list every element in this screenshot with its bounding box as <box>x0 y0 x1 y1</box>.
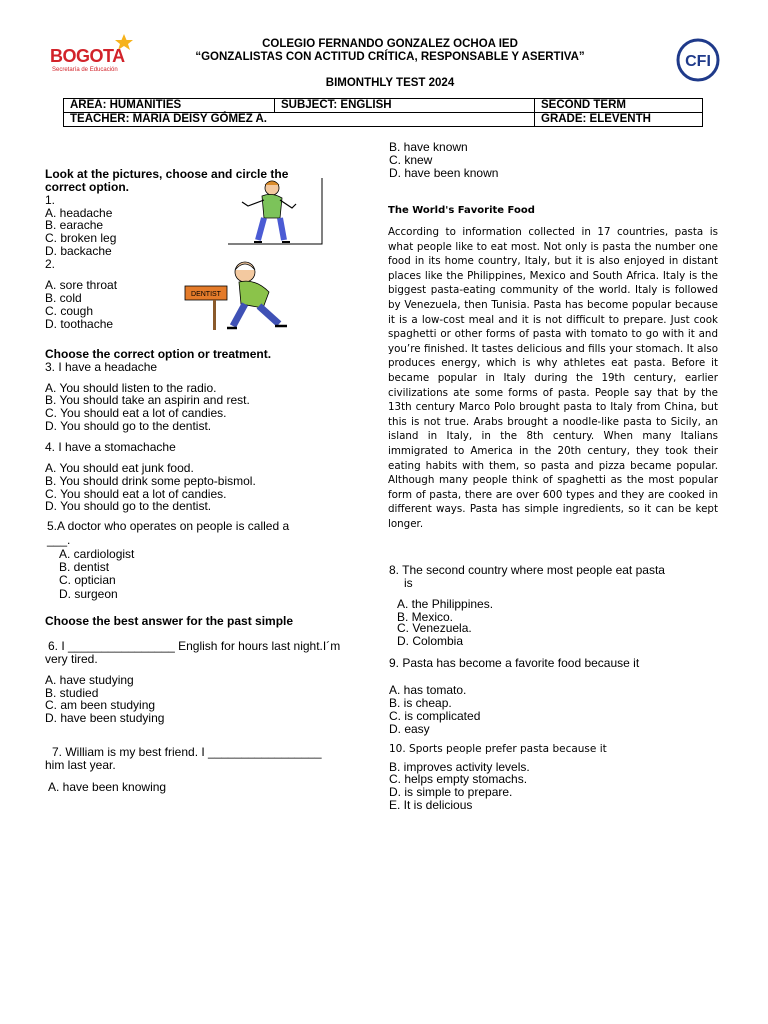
q4-option: D. You should go to the dentist. <box>45 499 212 513</box>
backache-picture <box>226 176 324 248</box>
school-motto: “GONZALISTAS CON ACTITUD CRÍTICA, RESPONSABLE Y ASERTIVA” <box>195 51 585 63</box>
q2-option: D. toothache <box>45 317 114 331</box>
q7-stem-continued: him last year. <box>45 758 116 772</box>
term-cell: SECOND TERM <box>535 99 703 113</box>
q7-option: D. have been known <box>389 166 499 180</box>
q2-option: A. sore throat <box>45 278 118 292</box>
info-table <box>63 98 703 127</box>
q1-option: D. backache <box>45 244 112 258</box>
q10-option: B. improves activity levels. <box>389 760 530 774</box>
q4-option: B. You should drink some pepto-bismol. <box>45 474 256 488</box>
q3-stem: 3. I have a headache <box>45 360 158 374</box>
q7-stem: 7. William is my best friend. I _________________ <box>52 745 322 759</box>
q5-option: A. cardiologist <box>59 547 135 561</box>
reading-passage: According to information collected in 17 countries, pasta is what people like to eat most. Not only is pasta the number one food in its home country, Italy, but it is also enjoyed in distant places like the Philippines, Mexico and South Africa. Italy is the biggest pasta-eating community of the world. Italy is followed by Venezuela, then Tunisia. Pasta has become popular because it is a low-cost meal and it is not difficult to prepare. Just cook spaghetti or other forms of pasta with tomato to go with it and you’re finished. It tastes delicious and fills your stomach. It also produces energy, which is why athletes eat pasta. Before it became popular in Italy during the 19th century, earlier civilizations ate some forms of pasta. People say that by the 13th century Marco Polo brought pasta to Italy from China, but this is not true. Arabs brought a noodle-like pasta to Sicily, an island in Italy, in the 8th century. When many Italians immigrated to America in the 20th century, they took their eating habits with them, so pasta and pizza became popular. Although many people think of spaghetti as the most popular form of pasta, there are over 600 types and they are cooked in different ways. Pasta has simple ingredients, so it can be kept longer. <box>388 226 718 530</box>
q6-stem-continued: very tired. <box>45 652 98 666</box>
q9-option: A. has tomato. <box>389 683 467 697</box>
section1-instruction-line2: correct option. <box>45 180 130 194</box>
bogota-logo <box>48 34 140 74</box>
school-seal-logo <box>676 38 720 82</box>
q2-option: C. cough <box>45 304 94 318</box>
q1-option: A. headache <box>45 206 113 220</box>
q8-option: D. Colombia <box>397 634 464 648</box>
svg-text:CFI: CFI <box>685 53 711 70</box>
q8-option: C. Venezuela. <box>397 621 472 635</box>
area-cell: AREA: HUMANITIES <box>64 99 275 113</box>
subject-cell: SUBJECT: ENGLISH <box>275 99 535 113</box>
logo-subtitle: Secretaría de Educación <box>52 67 118 73</box>
q10-option: D. is simple to prepare. <box>389 785 513 799</box>
q5-option: C. optician <box>59 573 116 587</box>
q10-option: E. It is delicious <box>389 798 473 812</box>
q9-option: C. is complicated <box>389 709 481 723</box>
q8-stem-continued: is <box>404 576 413 590</box>
q3-option: D. You should go to the dentist. <box>45 419 212 433</box>
section1-instruction-line1: Look at the pictures, choose and circle the <box>45 167 289 181</box>
test-title: BIMONTHLY TEST 2024 <box>325 77 455 89</box>
q10-stem: 10. Sports people prefer pasta because it <box>389 743 607 755</box>
q10-option: C. helps empty stomachs. <box>389 772 528 786</box>
reading-title: The World's Favorite Food <box>388 205 535 216</box>
q9-option: B. is cheap. <box>389 696 452 710</box>
q9-stem: 9. Pasta has become a favorite food because it <box>389 656 640 670</box>
q5-stem: 5.A doctor who operates on people is called a <box>47 519 290 533</box>
school-name: COLEGIO FERNANDO GONZALEZ OCHOA IED <box>262 38 518 50</box>
dentist-man-icon <box>183 252 301 334</box>
q7-option: B. have known <box>389 140 468 154</box>
q2-number: 2. <box>45 257 56 271</box>
q5-blank: ___. <box>47 533 71 547</box>
toothache-picture <box>183 252 301 334</box>
q3-option: A. You should listen to the radio. <box>45 381 217 395</box>
grade-cell: GRADE: ELEVENTH <box>535 113 703 127</box>
q3-option: B. You should take an aspirin and rest. <box>45 393 250 407</box>
q9-option: D. easy <box>389 722 430 736</box>
q6-option: D. have been studying <box>45 711 165 725</box>
section2-instruction: Choose the correct option or treatment. <box>45 347 272 361</box>
dentist-sign-label: DENTIST <box>191 291 221 298</box>
q4-option: C. You should eat a lot of candies. <box>45 487 227 501</box>
q6-option: A. have studying <box>45 673 134 687</box>
teacher-cell: TEACHER: MARIA DEISY GÓMEZ A. <box>64 113 535 127</box>
q5-option: B. dentist <box>59 560 110 574</box>
q4-stem: 4. I have a stomachache <box>45 440 176 454</box>
backache-man-icon <box>226 176 324 248</box>
logo-word: BOGOTA <box>50 46 125 66</box>
q7-option: A. have been knowing <box>48 780 167 794</box>
q5-option: D. surgeon <box>59 587 118 601</box>
q1-option: B. earache <box>45 218 104 232</box>
q8-option: A. the Philippines. <box>397 597 494 611</box>
q3-option: C. You should eat a lot of candies. <box>45 406 227 420</box>
q1-number: 1. <box>45 193 56 207</box>
q6-option: C. am been studying <box>45 698 156 712</box>
seal-icon <box>676 38 720 82</box>
q8-stem: 8. The second country where most people eat pasta <box>389 563 665 577</box>
q6-option: B. studied <box>45 686 99 700</box>
q8-option: B. Mexico. <box>397 610 454 624</box>
q7-option: C. knew <box>389 153 433 167</box>
q6-stem: 6. I ________________ English for hours last night.I´m <box>48 639 341 653</box>
q2-option: B. cold <box>45 291 82 305</box>
section3-instruction: Choose the best answer for the past simple <box>45 614 294 628</box>
q4-option: A. You should eat junk food. <box>45 461 194 475</box>
q1-option: C. broken leg <box>45 231 117 245</box>
